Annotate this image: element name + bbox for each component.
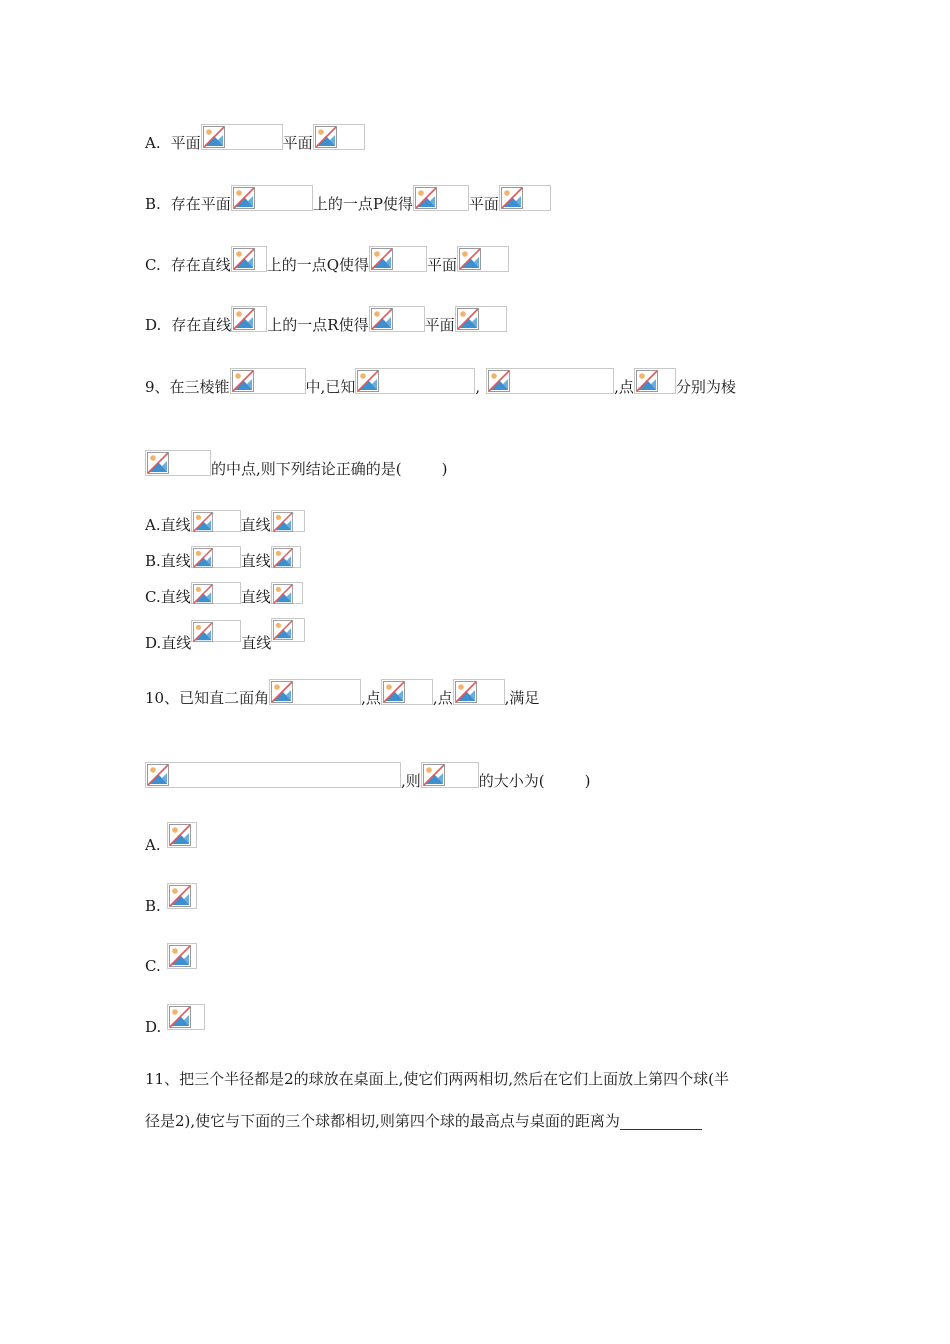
broken-image-icon [413,185,469,211]
option-label: A.直线 [145,516,191,534]
broken-image-icon [145,450,211,476]
q8-option-b [145,185,551,213]
option-text: 平面 [170,134,201,152]
q8-option-d [145,306,507,334]
option-text: 直线 [240,516,271,534]
broken-image-icon [457,246,509,272]
option-text: 平面 [468,195,499,213]
q8-option-c [145,246,509,274]
option-text: 存在平面 [170,195,231,213]
broken-image-icon [369,246,427,272]
question-text: ) [441,460,448,478]
question-text: 分别为棱 [675,378,736,396]
question-text: ,点 [361,689,381,707]
q9-option-c [145,582,303,606]
q9-option-a [145,510,305,534]
question-text: 的中点,则下列结论正确的是( [211,460,402,478]
broken-image-icon [231,185,313,211]
broken-image-icon [191,582,241,604]
option-label: D.直线 [145,634,192,652]
question-text: 9、在三棱锥 [145,378,230,396]
answer-blank[interactable] [620,1113,702,1130]
broken-image-icon [167,1004,205,1030]
option-label: B. [145,195,161,213]
broken-image-icon [455,306,507,332]
broken-image-icon [271,618,305,642]
q9-stem-line1 [145,368,736,396]
broken-image-icon [453,679,505,705]
option-label: D. [145,1018,162,1036]
q10-option-b [145,883,197,915]
broken-image-icon [191,510,241,532]
broken-image-icon [167,883,197,909]
question-text: , [475,378,481,396]
broken-image-icon [230,368,306,394]
q11-line1 [145,1070,729,1088]
option-text: 上的一点R使得 [267,316,369,334]
option-text: 上的一点P使得 [312,195,413,213]
broken-image-icon [499,185,551,211]
q11-line2 [145,1112,702,1130]
option-label: C.直线 [145,588,191,606]
broken-image-icon [191,546,241,568]
option-text: 直线 [240,588,271,606]
q10-stem-line1 [145,679,539,707]
option-label: B.直线 [145,552,191,570]
broken-image-icon [634,368,676,394]
broken-image-icon [201,124,283,150]
broken-image-icon [421,762,479,788]
option-label: C. [145,256,161,274]
q10-stem-line2 [145,762,591,790]
option-text: 平面 [424,316,455,334]
option-label: C. [145,957,161,975]
broken-image-icon [191,620,241,642]
question-text: 11、把三个半径都是2的球放在桌面上,使它们两两相切,然后在它们上面放上第四个球(半 [145,1070,730,1088]
question-text: ,满足 [504,689,540,707]
broken-image-icon [313,124,365,150]
option-text: 直线 [240,552,271,570]
option-text: 上的一点Q使得 [266,256,370,274]
question-text: ,点 [432,689,453,707]
broken-image-icon [167,822,197,848]
q9-stem-line2 [145,450,447,478]
broken-image-icon [231,246,267,272]
question-text: 的大小为( [478,772,545,790]
option-text: 存在直线 [170,256,231,274]
option-text: 直线 [241,634,272,652]
q9-option-b [145,546,301,570]
broken-image-icon [486,368,614,394]
option-label: A. [145,836,161,854]
question-text: ) [584,772,591,790]
broken-image-icon [355,368,475,394]
broken-image-icon [271,582,303,604]
broken-image-icon [167,943,197,969]
broken-image-icon [369,306,425,332]
option-label: D. [145,316,162,334]
q8-option-a [145,124,365,152]
option-label: A. [145,134,161,152]
option-text: 平面 [282,134,313,152]
option-text: 平面 [427,256,458,274]
q10-option-c [145,943,197,975]
broken-image-icon [271,546,301,568]
broken-image-icon [271,510,305,532]
question-text: 10、已知直二面角 [145,689,270,707]
broken-image-icon [145,762,401,788]
question-text: 中,已知 [305,378,356,396]
question-text: ,则 [401,772,421,790]
broken-image-icon [381,679,433,705]
broken-image-icon [269,679,361,705]
question-text: ,点 [614,378,634,396]
q9-option-d [145,618,305,652]
q10-option-d [145,1004,205,1036]
option-text: 存在直线 [171,316,232,334]
option-label: B. [145,897,161,915]
broken-image-icon [231,306,267,332]
q10-option-a [145,822,197,854]
question-text: 径是2),使它与下面的三个球都相切,则第四个球的最高点与桌面的距离为 [145,1112,620,1130]
